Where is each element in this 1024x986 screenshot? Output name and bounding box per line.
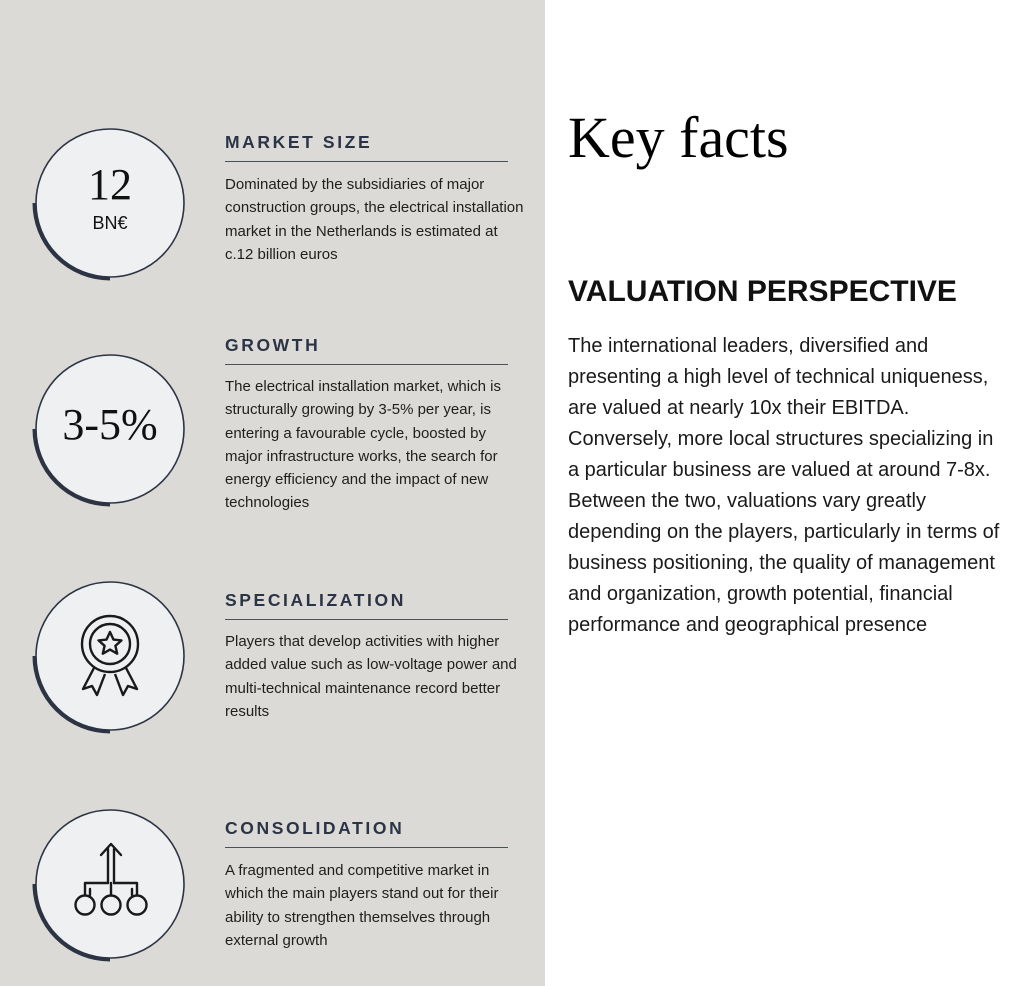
merge-arrow-icon [25,799,195,969]
valuation-heading: VALUATION PERSPECTIVE [568,275,957,308]
valuation-body: The international leaders, diversified and presenting a high level of technical uniqueness, are valued at nearly 10x their EBITDA. Conversely, more local structures specializing in a particular business are valued at around 7-8x. Between the two, valuations vary greatly depending on the players, particularly in terms of business positioning, the quality of management and organization, growth potential, financial performance and geographical presence [568,335,1000,636]
fact-title: CONSOLIDATION [225,818,508,848]
fact-text: Players that develop activities with higher added value such as low-voltage power and multi-technical maintenance record better results [225,633,517,720]
growth-circle [25,344,195,514]
award-badge-icon [25,571,195,741]
consolidation-circle [25,799,195,969]
fact-text: The electrical installation market, which is structurally growing by 3-5% per year, is entering a favourable cycle, boosted by major infrastructure works, the search for energy efficiency and the impact of new technologies [225,378,501,512]
fact-text: A fragmented and competitive market in which the main players stand out for their ability to strengthen themselves through external growth [225,862,499,949]
specialization-circle [25,571,195,741]
market-size-circle [25,118,195,288]
fact-title: SPECIALIZATION [225,590,508,620]
fact-title: MARKET SIZE [225,132,508,162]
fact-title: GROWTH [225,335,508,365]
market-size-unit: BN€ [92,213,128,233]
market-size-value: 12 [88,160,132,209]
fact-text: Dominated by the subsidiaries of major construction groups, the electrical installation market in the Netherlands is estimated at c.12 billion euros [225,176,524,263]
page-title: Key facts [568,105,789,170]
growth-value: 3-5% [62,400,158,449]
